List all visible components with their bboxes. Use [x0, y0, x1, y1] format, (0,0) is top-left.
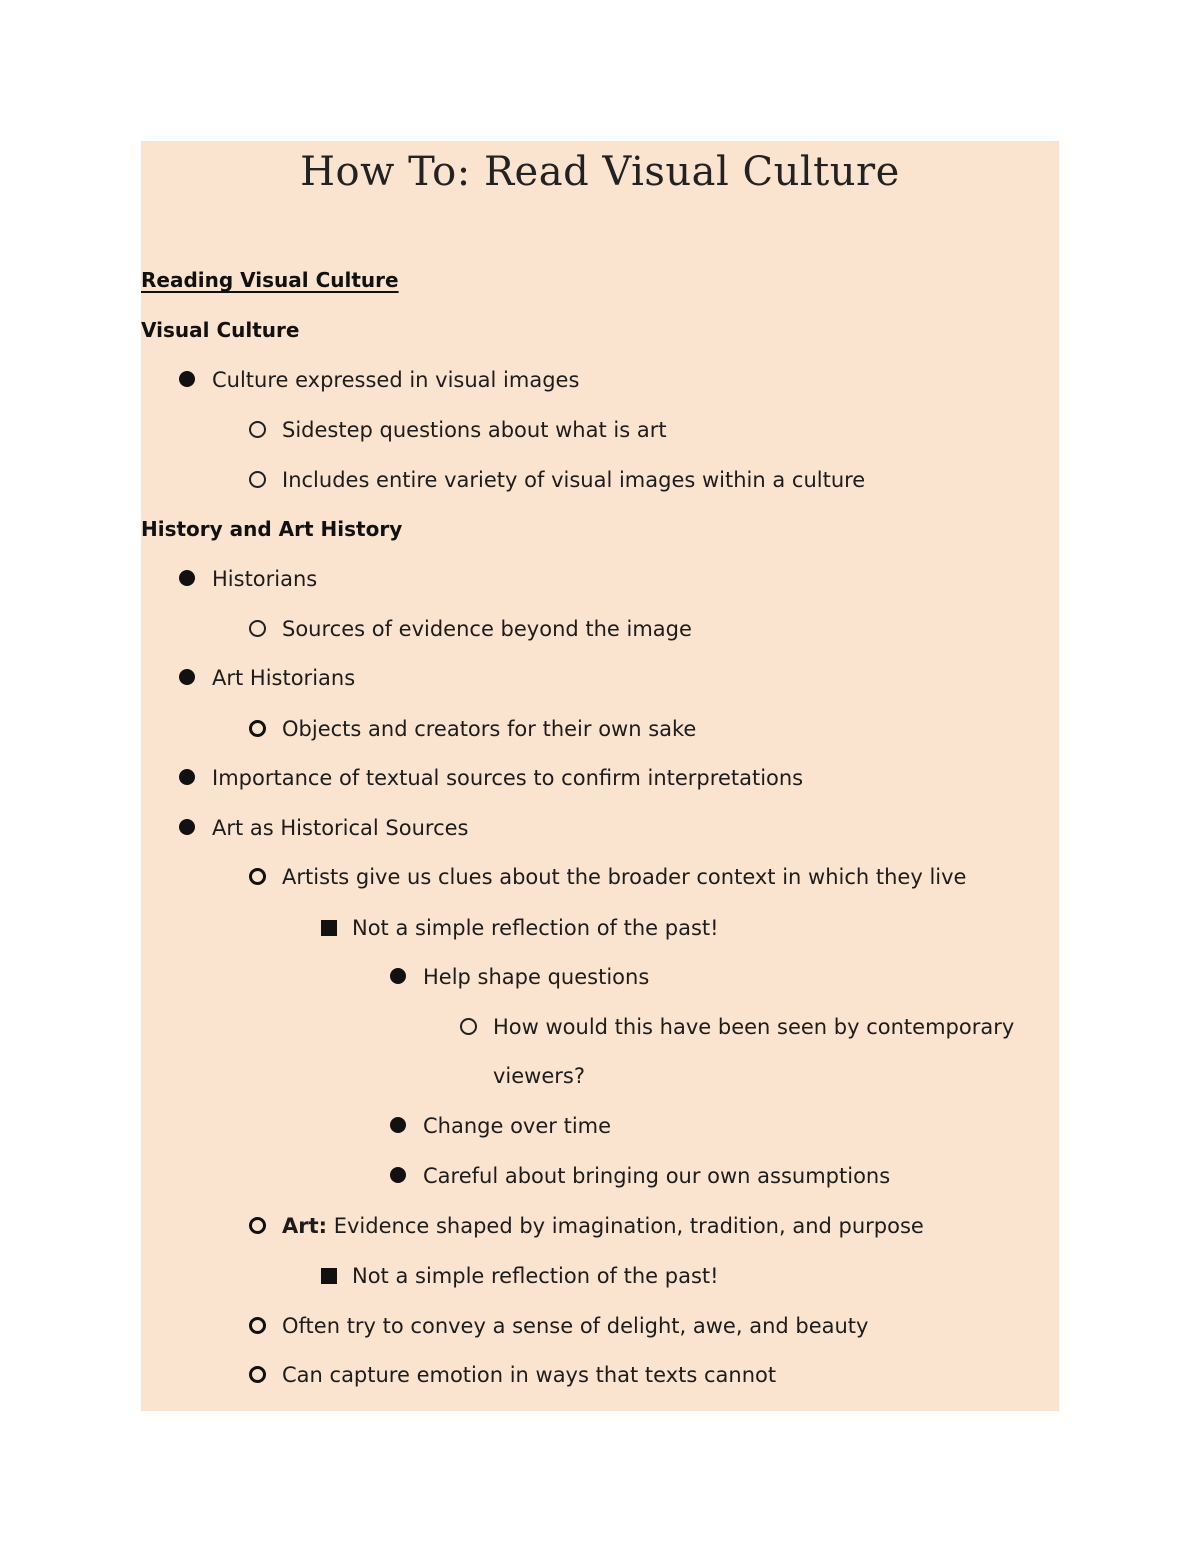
bullet-disc-icon — [390, 1167, 406, 1183]
bullet-disc-icon — [390, 968, 406, 984]
bullet-disc-icon — [179, 669, 195, 685]
art-label: Art: — [282, 1214, 328, 1238]
bullet-circle-icon — [249, 1217, 266, 1234]
bullet-circle-icon — [249, 1366, 266, 1383]
heading-reading-visual-culture: Reading Visual Culture — [141, 268, 399, 292]
bullet-circle-icon — [249, 1317, 266, 1334]
bullet-circle-icon — [249, 421, 266, 438]
bullet-disc-icon — [179, 769, 195, 785]
bullet-square-icon — [321, 1268, 337, 1284]
bullet-circle-icon — [249, 620, 266, 637]
bullet-disc-icon — [179, 371, 195, 387]
document-page: How To: Read Visual Culture Reading Visual Culture Visual Culture Culture expressed in visual images Sidestep questions about what is art Includes entire variety of visual images within a culture History and Art History Historians Sources of evidence beyond the image Art Historians Objects and creators for their own sake Importance of textual sources to confirm interpretations Art as Historical Sources Artists give us clues about the broader context in which they live Not a simple reflection of the past! Help shape questions How would this have been seen by contemporary viewers? Change over time Careful about bringing our own assumptions Art: Evidence shaped by imagination, tradition, and purpose Not a simple reflection of the past! Often try to convey a sense of delight, awe, and beauty Can capture emotion in ways that texts cannot — [141, 141, 1059, 1411]
heading-visual-culture: Visual Culture — [141, 318, 300, 342]
bullet-square-icon — [321, 920, 337, 936]
heading-history-and-art-history: History and Art History — [141, 517, 403, 541]
bullet-disc-icon — [390, 1117, 406, 1133]
document-title: How To: Read Visual Culture — [300, 149, 900, 195]
bullet-disc-icon — [179, 819, 195, 835]
bullet-disc-icon — [179, 570, 195, 586]
bullet-circle-icon — [460, 1018, 477, 1035]
bullet-circle-icon — [249, 720, 266, 737]
bullet-circle-icon — [249, 868, 266, 885]
bullet-circle-icon — [249, 471, 266, 488]
